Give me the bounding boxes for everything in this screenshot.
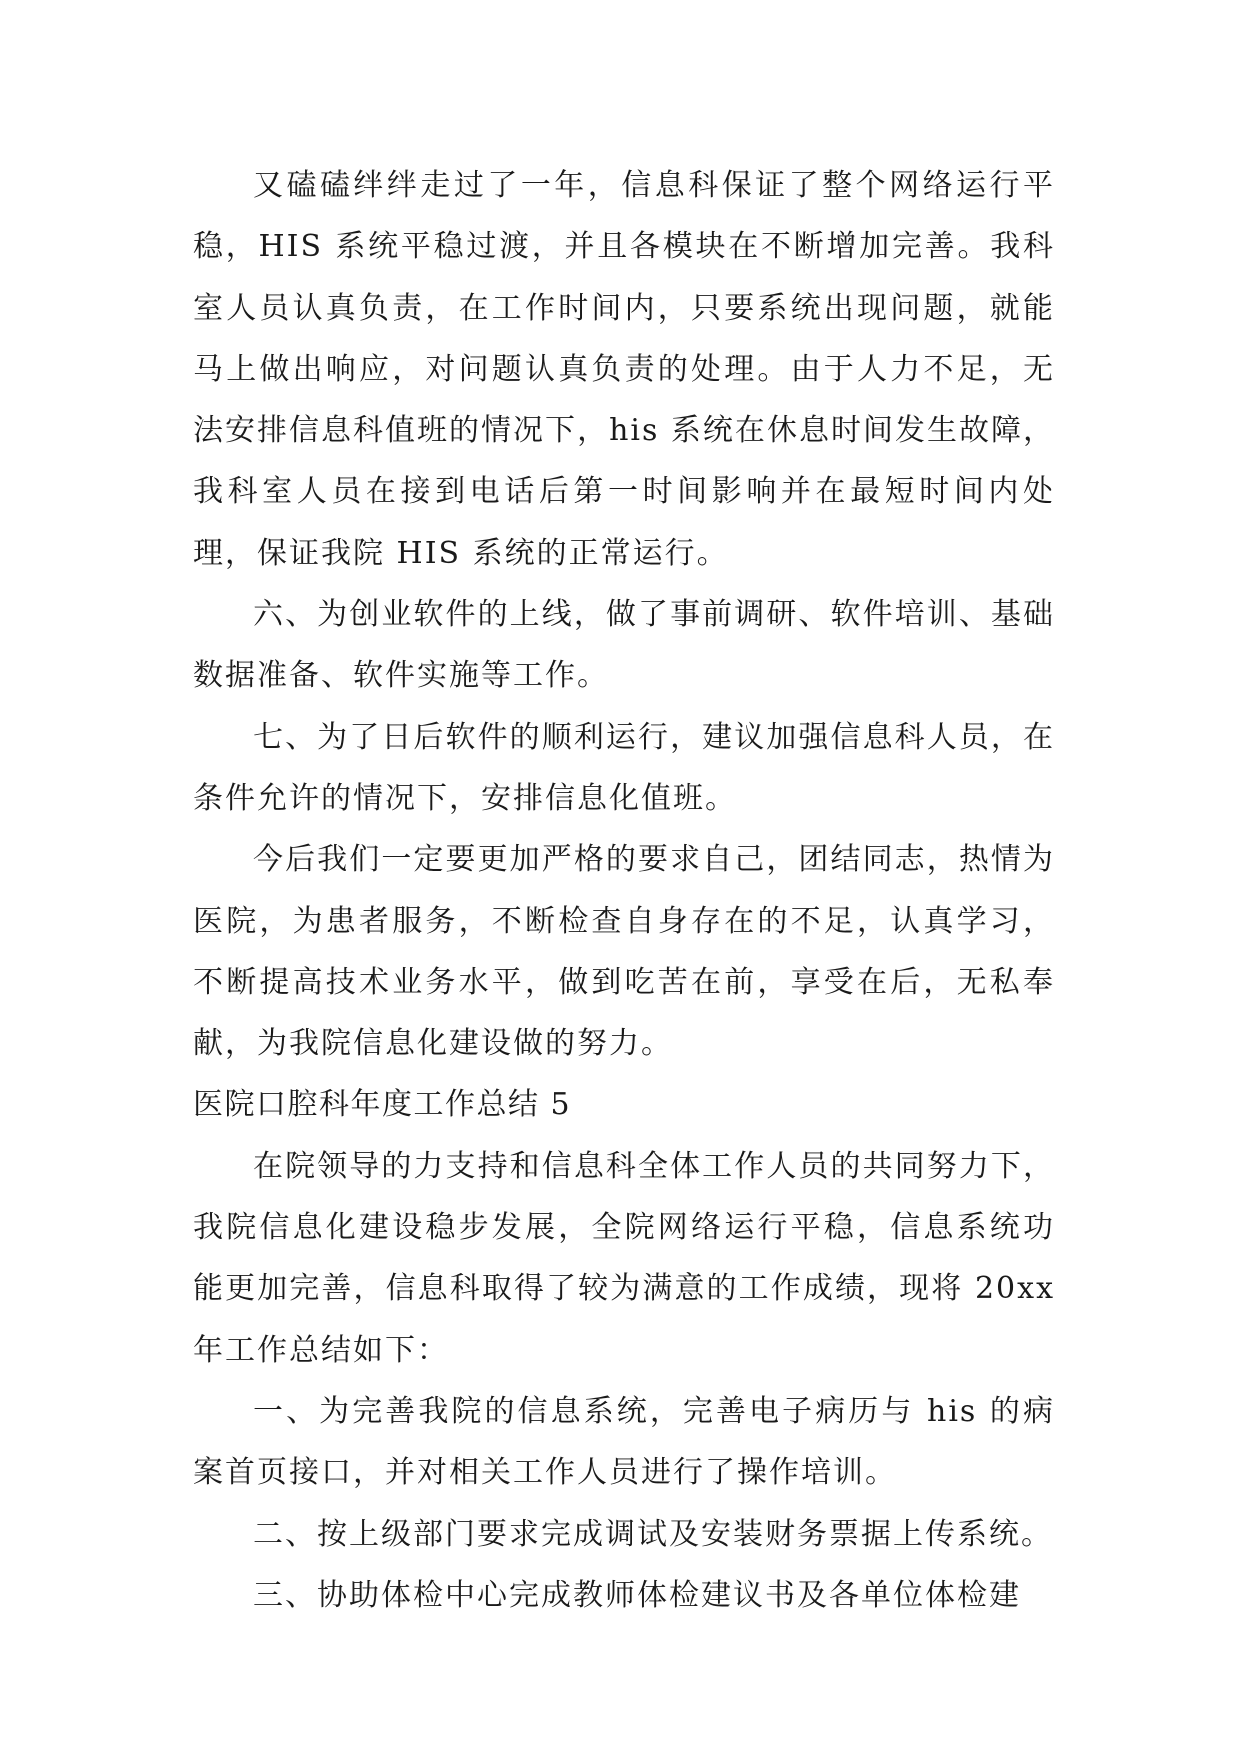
paragraph-section-intro: 在院领导的力支持和信息科全体工作人员的共同努力下，我院信息化建设稳步发展，全院网络运行平稳，信息系统功能更加完善，信息科取得了较为满意的工作成绩，现将 20xx 年工作总结如下：: [193, 1148, 1055, 1368]
paragraph-future-commitment: 今后我们一定要更加严格的要求自己，团结同志，热情为医院，为患者服务，不断检查自身存在的不足，认真学习，不断提高技术业务水平，做到吃苦在前，享受在后，无私奉献，为我院信息化建设做的努力。: [193, 842, 1055, 1062]
paragraph-item-seven: 七、为了日后软件的顺利运行，建议加强信息科人员，在条件允许的情况下，安排信息化值班。: [193, 719, 1055, 816]
paragraph-item-six: 六、为创业软件的上线，做了事前调研、软件培训、基础数据准备、软件实施等工作。: [193, 597, 1055, 694]
section-title: 医院口腔科年度工作总结 5: [193, 1087, 572, 1123]
paragraph-item-one: 一、为完善我院的信息系统，完善电子病历与 his 的病案首页接口，并对相关工作人员进行了操作培训。: [193, 1393, 1055, 1491]
paragraph-item-three: 三、协助体检中心完成教师体检建议书及各单位体检建: [253, 1577, 1021, 1613]
document-body: [193, 155, 1055, 1626]
paragraph-item-two: 二、按上级部门要求完成调试及安装财务票据上传系统。: [253, 1516, 1053, 1552]
paragraph-network-stability: 又磕磕绊绊走过了一年，信息科保证了整个网络运行平稳，HIS 系统平稳过渡，并且各模块在不断增加完善。我科室人员认真负责，在工作时间内，只要系统出现问题，就能马上做出响应，对问题认真负责的处理。由于人力不足，无法安排信息科值班的情况下，his 系统在休息时间发生故障，我科室人员在接到电话后第一时间影响并在最短时间内处理，保证我院 HIS 系统的正常运行。: [193, 168, 1055, 571]
